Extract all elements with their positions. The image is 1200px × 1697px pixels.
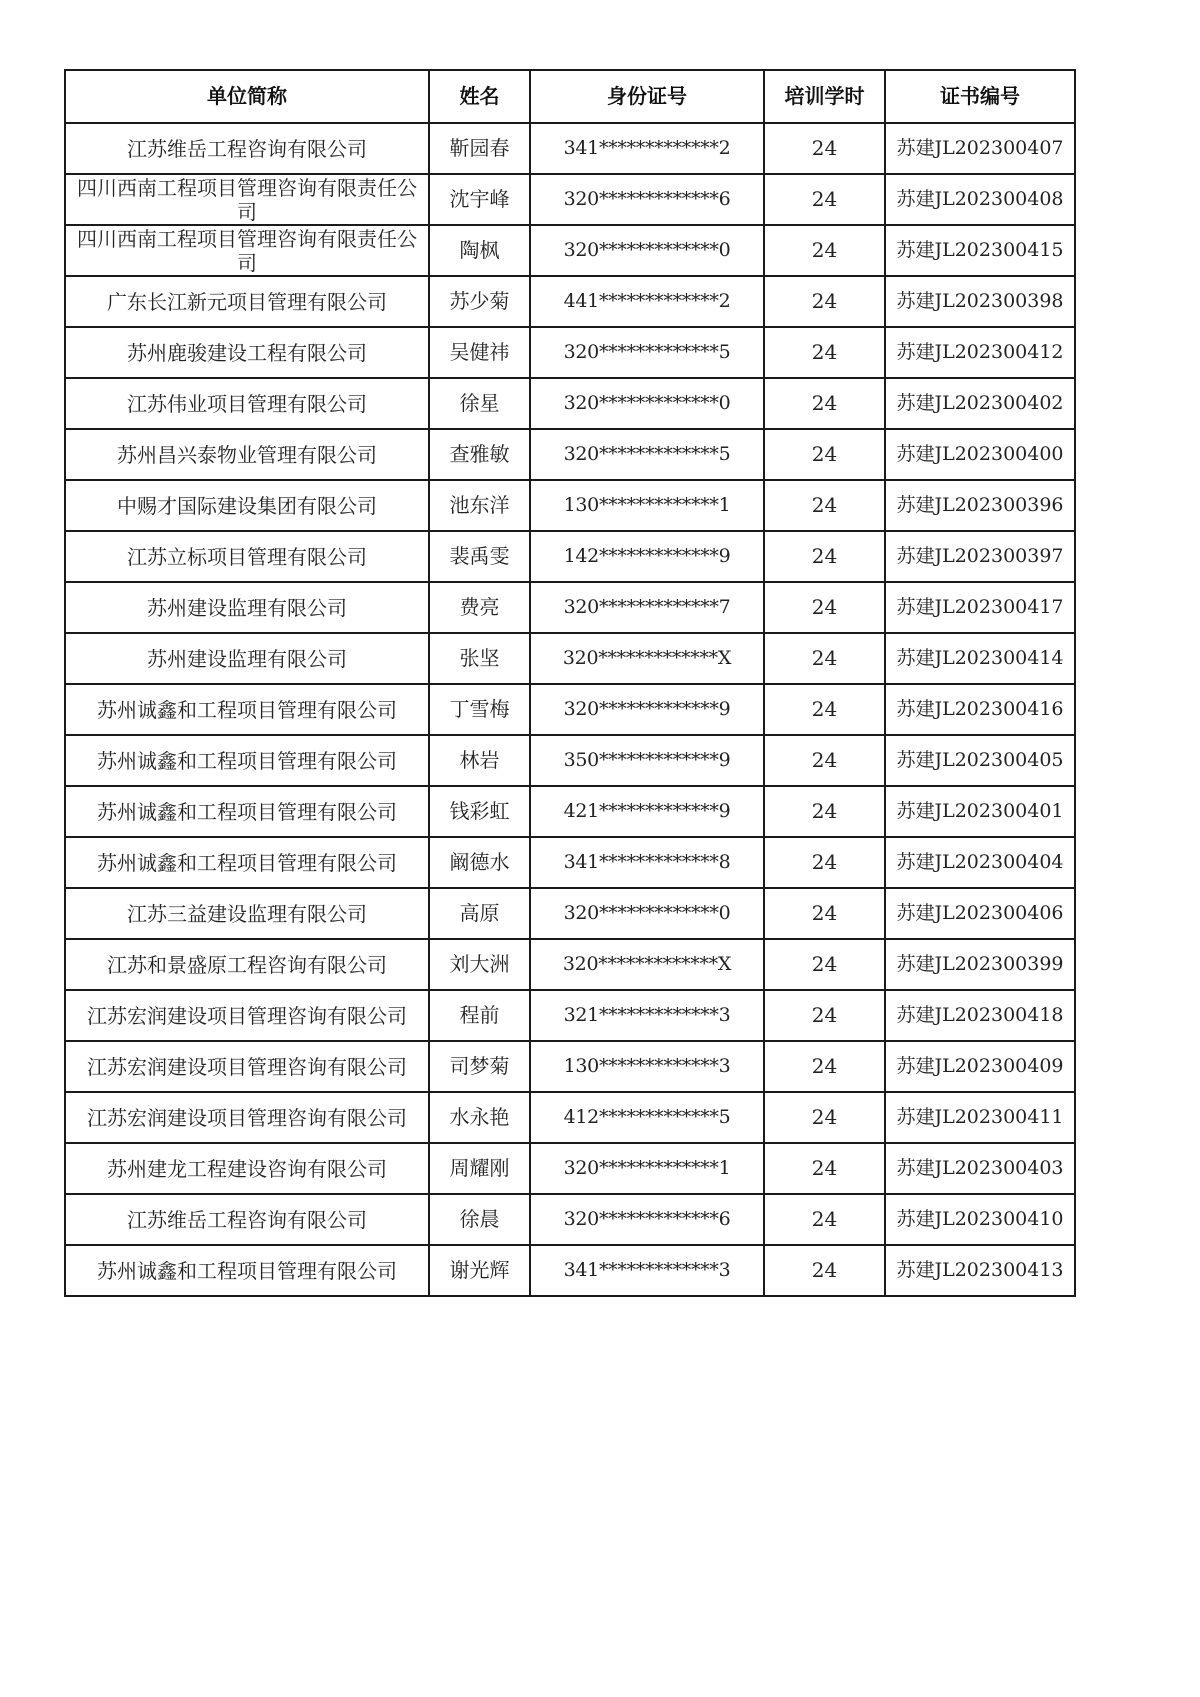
table-row: [65, 1194, 1075, 1245]
cell-cert-no: 苏建JL202300413: [885, 1245, 1075, 1296]
table-row: [65, 429, 1075, 480]
cell-hours: 24: [764, 735, 885, 786]
cell-cert-no: 苏建JL202300396: [885, 480, 1075, 531]
cell-name: 费亮: [429, 582, 530, 633]
cell-id-number: 341*************2: [530, 123, 764, 174]
table-row: [65, 531, 1075, 582]
table-row: [65, 1092, 1075, 1143]
table-row: [65, 276, 1075, 327]
cell-unit: 苏州诚鑫和工程项目管理有限公司: [65, 684, 429, 735]
cell-hours: 24: [764, 1194, 885, 1245]
cell-name: 水永艳: [429, 1092, 530, 1143]
cell-cert-no: 苏建JL202300416: [885, 684, 1075, 735]
table-row: [65, 786, 1075, 837]
table-row: [65, 378, 1075, 429]
cell-hours: 24: [764, 837, 885, 888]
cell-cert-no: 苏建JL202300404: [885, 837, 1075, 888]
cell-hours: 24: [764, 888, 885, 939]
table-row: [65, 888, 1075, 939]
table-row: [65, 1041, 1075, 1092]
cell-id-number: 412*************5: [530, 1092, 764, 1143]
cell-name: 程前: [429, 990, 530, 1041]
cell-id-number: 320*************6: [530, 174, 764, 225]
cell-id-number: 341*************8: [530, 837, 764, 888]
cell-name: 司梦菊: [429, 1041, 530, 1092]
cell-unit: 广东长江新元项目管理有限公司: [65, 276, 429, 327]
cell-unit: 江苏和景盛原工程咨询有限公司: [65, 939, 429, 990]
cell-hours: 24: [764, 429, 885, 480]
cell-name: 谢光辉: [429, 1245, 530, 1296]
table-row: [65, 1245, 1075, 1296]
cell-hours: 24: [764, 1143, 885, 1194]
cell-cert-no: 苏建JL202300402: [885, 378, 1075, 429]
cell-hours: 24: [764, 1092, 885, 1143]
cell-cert-no: 苏建JL202300406: [885, 888, 1075, 939]
cell-unit: 苏州诚鑫和工程项目管理有限公司: [65, 1245, 429, 1296]
header-hours: 培训学时: [764, 70, 885, 123]
cell-cert-no: 苏建JL202300398: [885, 276, 1075, 327]
header-name: 姓名: [429, 70, 530, 123]
cell-cert-no: 苏建JL202300403: [885, 1143, 1075, 1194]
cell-id-number: 320*************1: [530, 1143, 764, 1194]
header-id-number: 身份证号: [530, 70, 764, 123]
cell-unit: 江苏宏润建设项目管理咨询有限公司: [65, 1092, 429, 1143]
table-row: [65, 327, 1075, 378]
cell-unit: 苏州诚鑫和工程项目管理有限公司: [65, 735, 429, 786]
cell-id-number: 321*************3: [530, 990, 764, 1041]
cell-unit: 四川西南工程项目管理咨询有限责任公司: [65, 225, 429, 276]
cell-id-number: 320*************9: [530, 684, 764, 735]
cell-name: 苏少菊: [429, 276, 530, 327]
cell-name: 徐星: [429, 378, 530, 429]
cell-id-number: 130*************1: [530, 480, 764, 531]
cell-cert-no: 苏建JL202300414: [885, 633, 1075, 684]
cell-unit: 中赐才国际建设集团有限公司: [65, 480, 429, 531]
table-header: [65, 70, 1075, 123]
cell-unit: 江苏伟业项目管理有限公司: [65, 378, 429, 429]
cell-cert-no: 苏建JL202300397: [885, 531, 1075, 582]
cell-id-number: 421*************9: [530, 786, 764, 837]
cell-hours: 24: [764, 633, 885, 684]
cell-id-number: 441*************2: [530, 276, 764, 327]
cell-cert-no: 苏建JL202300417: [885, 582, 1075, 633]
cell-id-number: 320*************0: [530, 225, 764, 276]
cell-name: 丁雪梅: [429, 684, 530, 735]
cell-name: 钱彩虹: [429, 786, 530, 837]
cell-cert-no: 苏建JL202300410: [885, 1194, 1075, 1245]
cell-hours: 24: [764, 990, 885, 1041]
cell-id-number: 130*************3: [530, 1041, 764, 1092]
table-row: [65, 225, 1075, 276]
cell-cert-no: 苏建JL202300409: [885, 1041, 1075, 1092]
cell-name: 刘大洲: [429, 939, 530, 990]
header-row: [65, 70, 1075, 123]
cell-hours: 24: [764, 225, 885, 276]
cell-id-number: 320*************6: [530, 1194, 764, 1245]
cell-hours: 24: [764, 123, 885, 174]
cell-hours: 24: [764, 582, 885, 633]
cell-id-number: 142*************9: [530, 531, 764, 582]
table-row: [65, 990, 1075, 1041]
cell-unit: 江苏立标项目管理有限公司: [65, 531, 429, 582]
cell-unit: 江苏三益建设监理有限公司: [65, 888, 429, 939]
cell-name: 周耀刚: [429, 1143, 530, 1194]
header-cert-no: 证书编号: [885, 70, 1075, 123]
cell-hours: 24: [764, 480, 885, 531]
cell-cert-no: 苏建JL202300405: [885, 735, 1075, 786]
cell-hours: 24: [764, 327, 885, 378]
cell-unit: 苏州鹿骏建设工程有限公司: [65, 327, 429, 378]
cell-hours: 24: [764, 939, 885, 990]
cell-name: 吴健祎: [429, 327, 530, 378]
cell-id-number: 320*************0: [530, 378, 764, 429]
table-row: [65, 939, 1075, 990]
cell-cert-no: 苏建JL202300399: [885, 939, 1075, 990]
cell-id-number: 320*************X: [530, 633, 764, 684]
table-row: [65, 1143, 1075, 1194]
cell-name: 池东洋: [429, 480, 530, 531]
cell-cert-no: 苏建JL202300408: [885, 174, 1075, 225]
cell-unit: 江苏宏润建设项目管理咨询有限公司: [65, 1041, 429, 1092]
cell-name: 裴禹雯: [429, 531, 530, 582]
cell-cert-no: 苏建JL202300407: [885, 123, 1075, 174]
cell-unit: 苏州诚鑫和工程项目管理有限公司: [65, 786, 429, 837]
cell-cert-no: 苏建JL202300411: [885, 1092, 1075, 1143]
cell-hours: 24: [764, 1041, 885, 1092]
cell-name: 徐晨: [429, 1194, 530, 1245]
cell-id-number: 320*************0: [530, 888, 764, 939]
cell-id-number: 320*************5: [530, 429, 764, 480]
cell-unit: 苏州建设监理有限公司: [65, 633, 429, 684]
table-row: [65, 633, 1075, 684]
table-row: [65, 123, 1075, 174]
cell-id-number: 320*************X: [530, 939, 764, 990]
cell-cert-no: 苏建JL202300415: [885, 225, 1075, 276]
cell-name: 阚德水: [429, 837, 530, 888]
cell-unit: 江苏宏润建设项目管理咨询有限公司: [65, 990, 429, 1041]
cell-name: 张坚: [429, 633, 530, 684]
table-row: [65, 837, 1075, 888]
cell-name: 靳园春: [429, 123, 530, 174]
cell-unit: 苏州昌兴泰物业管理有限公司: [65, 429, 429, 480]
cell-unit: 江苏维岳工程咨询有限公司: [65, 1194, 429, 1245]
cell-id-number: 350*************9: [530, 735, 764, 786]
table-row: [65, 735, 1075, 786]
cell-cert-no: 苏建JL202300400: [885, 429, 1075, 480]
certificate-table: [64, 69, 1076, 1297]
cell-hours: 24: [764, 378, 885, 429]
cell-cert-no: 苏建JL202300412: [885, 327, 1075, 378]
header-unit: 单位简称: [65, 70, 429, 123]
cell-unit: 苏州建龙工程建设咨询有限公司: [65, 1143, 429, 1194]
cell-hours: 24: [764, 786, 885, 837]
cell-hours: 24: [764, 1245, 885, 1296]
cell-hours: 24: [764, 684, 885, 735]
cell-unit: 苏州建设监理有限公司: [65, 582, 429, 633]
cell-id-number: 320*************5: [530, 327, 764, 378]
cell-unit: 苏州诚鑫和工程项目管理有限公司: [65, 837, 429, 888]
cell-name: 陶枫: [429, 225, 530, 276]
table-row: [65, 684, 1075, 735]
cell-name: 高原: [429, 888, 530, 939]
cell-hours: 24: [764, 276, 885, 327]
cell-name: 林岩: [429, 735, 530, 786]
cell-name: 查雅敏: [429, 429, 530, 480]
cell-cert-no: 苏建JL202300418: [885, 990, 1075, 1041]
cell-id-number: 341*************3: [530, 1245, 764, 1296]
cell-id-number: 320*************7: [530, 582, 764, 633]
cell-unit: 四川西南工程项目管理咨询有限责任公司: [65, 174, 429, 225]
cell-hours: 24: [764, 174, 885, 225]
table-row: [65, 480, 1075, 531]
table-row: [65, 174, 1075, 225]
cell-cert-no: 苏建JL202300401: [885, 786, 1075, 837]
cell-hours: 24: [764, 531, 885, 582]
cell-name: 沈宇峰: [429, 174, 530, 225]
cell-unit: 江苏维岳工程咨询有限公司: [65, 123, 429, 174]
table-row: [65, 582, 1075, 633]
table-body: [65, 123, 1075, 1296]
